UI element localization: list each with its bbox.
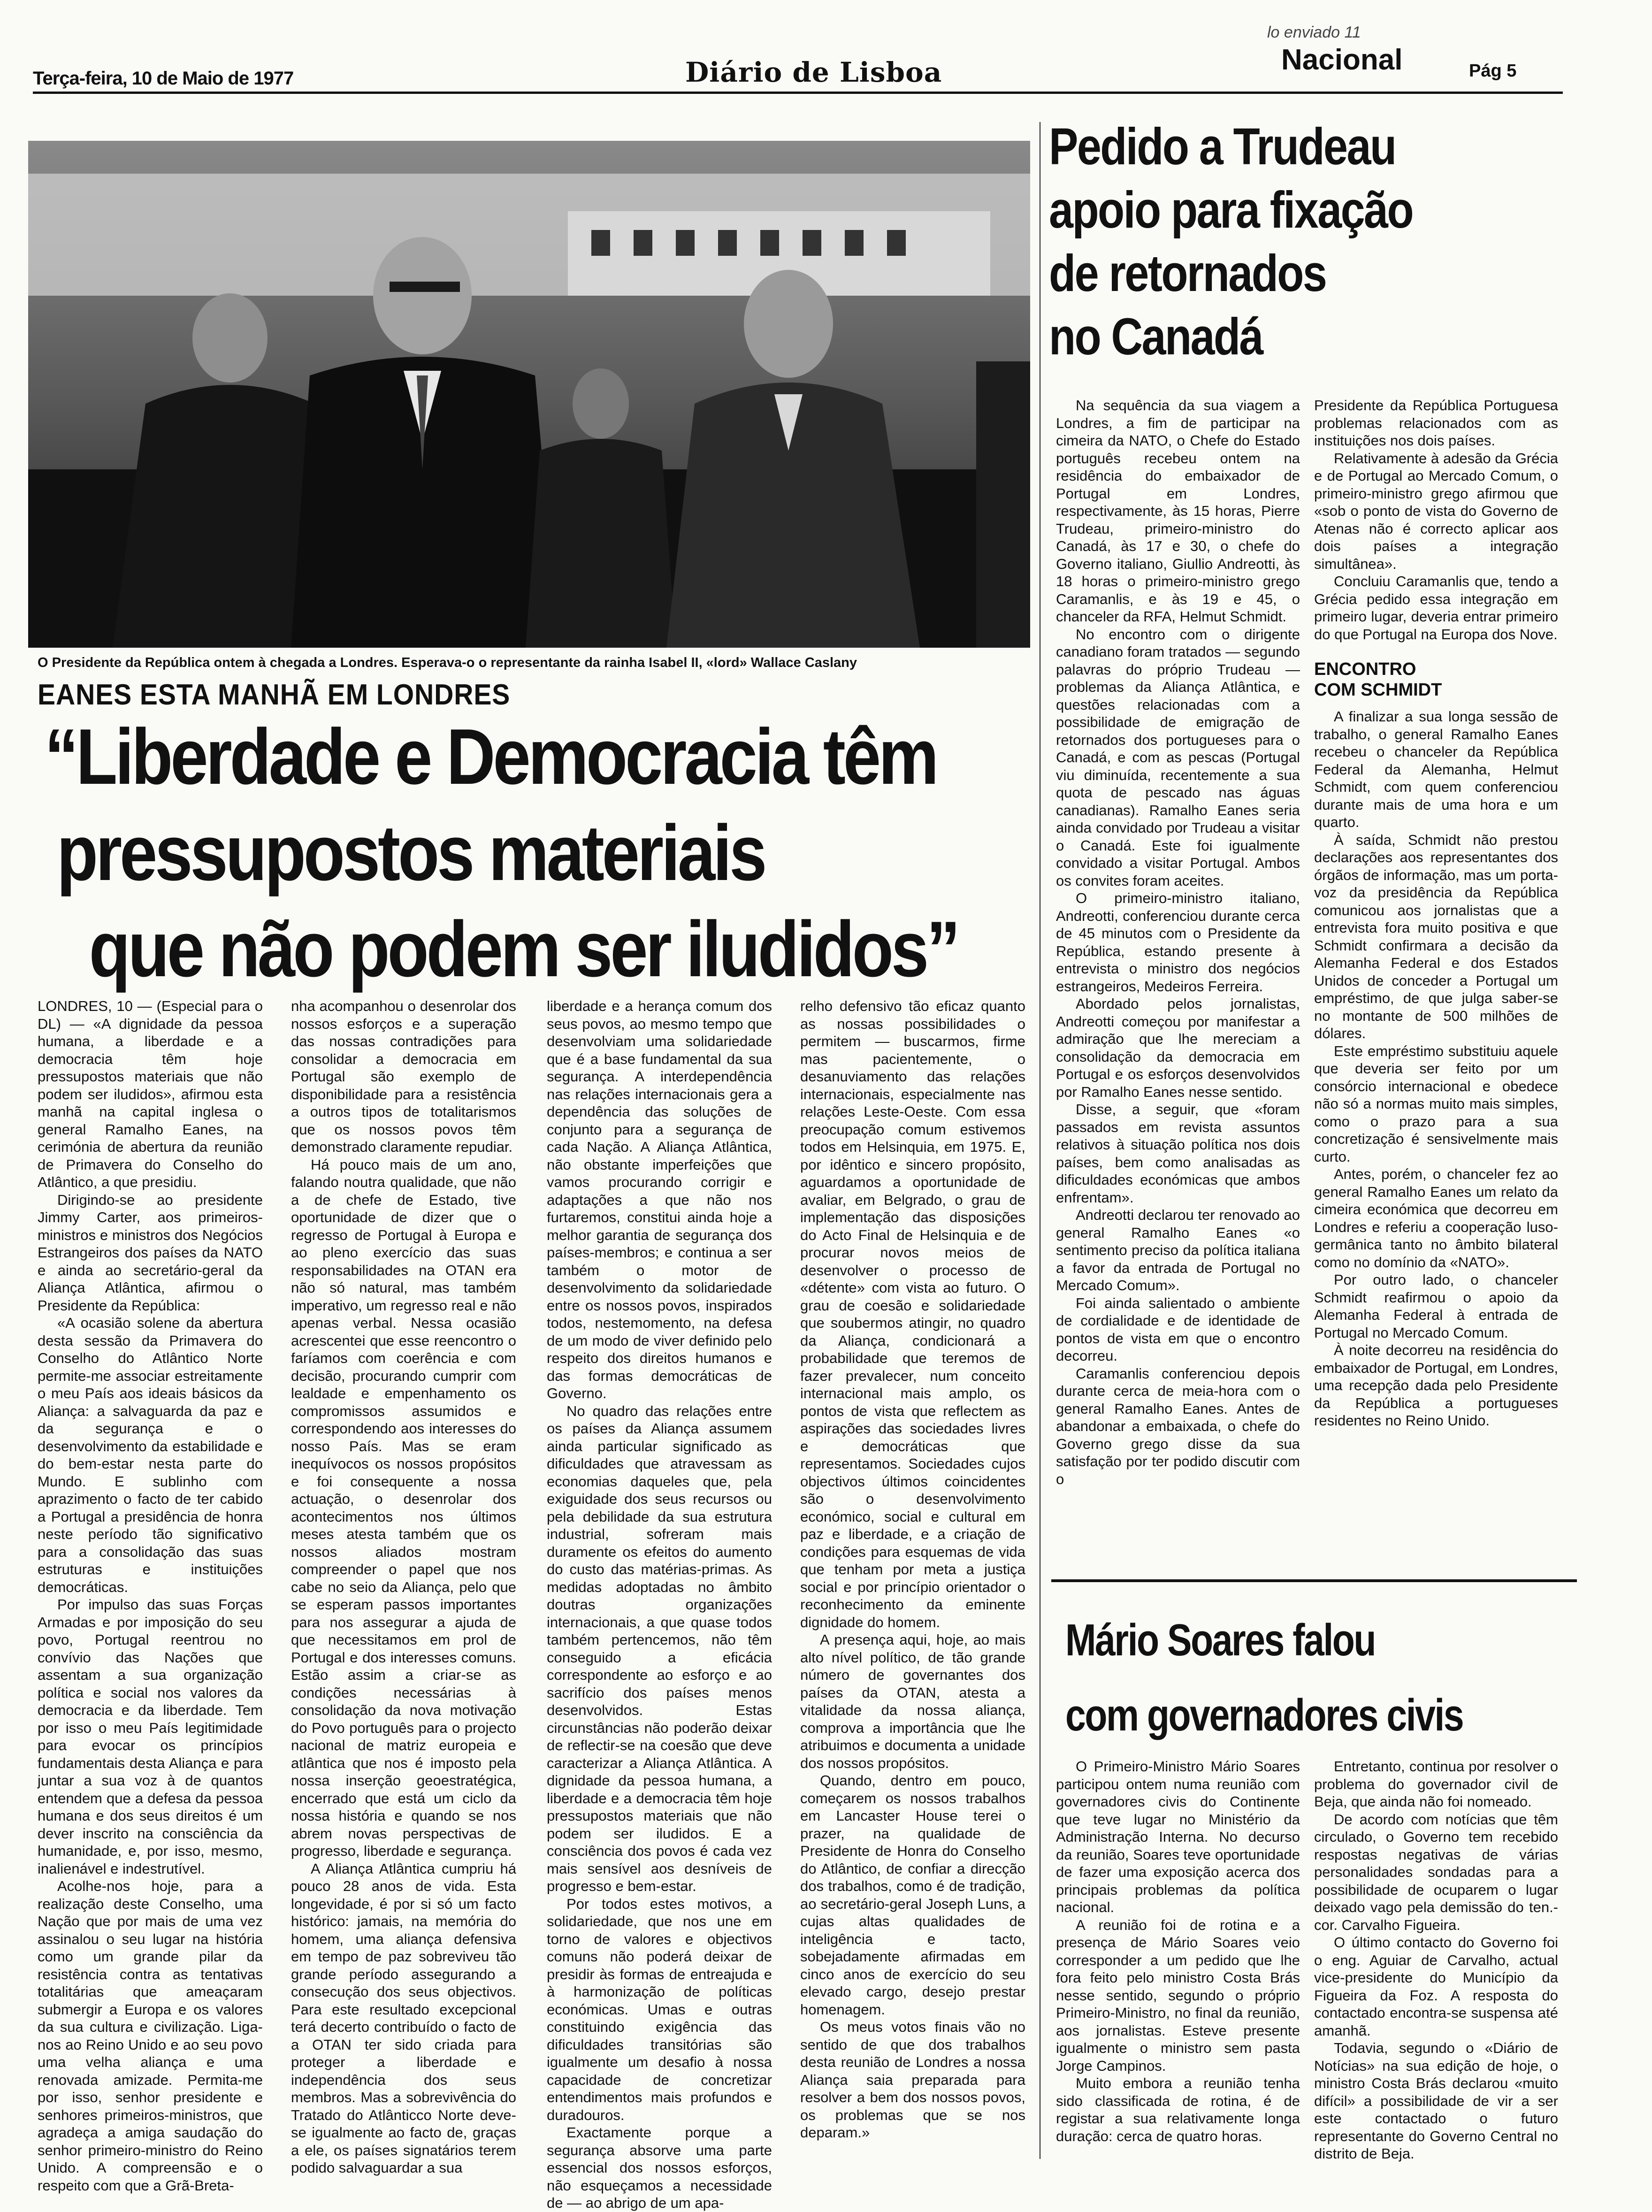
paragraph: Concluiu Caramanlis que, tendo a Grécia pedido essa integração em primeiro lugar, deveria entrar primeiro do que Portugal na Europa dos Nove. — [1314, 573, 1558, 643]
soares-column-1 — [1056, 1758, 1300, 2145]
subhead-schmidt — [1314, 659, 1558, 700]
main-article-column-4 — [800, 997, 1025, 2142]
paragraph: Por todos estes motivos, a solidariedade, que nos une em torno de valores e objectivos comuns não poderá deixar de presidir às formas de entreajuda e à harmonização de políticas económicas. Umas e outras constituindo exigência das dificuldades transitórias são igualmente um desafio à nossa capacidade de concretizar entendimentos mais profundos e duradouros. — [547, 1895, 772, 2123]
paragraph: A reunião foi de rotina e a presença de Mário Soares veio corresponder a um pedido que lhe fora feito pelo ministro Costa Brás nesse sentido, segundo o próprio Primeiro-Ministro, no final da reunião, aos jornalistas. Esteve presente igualmente o ministro sem pasta Jorge Campinos. — [1056, 1916, 1300, 2074]
headline-line: Pedido a Trudeau — [1049, 118, 1396, 176]
photo-caption: O Presidente da República ontem à chegada a Londres. Esperava-o o representante da rainha Isabel II, «lord» Wallace Caslany — [38, 655, 857, 670]
paragraph: Disse, a seguir, que «foram passados em revista assuntos relativos à situação política nos dois países, bem como analisadas as dificuldades económicas que ambos enfrentam». — [1056, 1101, 1300, 1206]
headline-line: de retornados — [1049, 245, 1326, 302]
paragraph: No quadro das relações entre os países da Aliança assumem ainda particular significado as dificuldades que atravessam as economias daqueles que, pela exiguidade dos seus recursos ou pela debilidade da sua estrutura industrial, sofreram mais duramente os efeitos do aumento do custo das matérias-primas. As medidas adoptadas no âmbito doutras organizações internacionais, a que quase todos também pertencemos, não têm conseguido a eficácia correspondente ao esforço e ao sacrifício dos países menos desenvolvidos. Estas circunstâncias não poderão deixar de reflectir-se na coesão que deve caracterizar a Aliança Atlântica. A dignidade da pessoa humana, a liberdade e a democracia têm hoje pressupostos materiais que não podem ser iludidos. E a consciência dos povos é cada vez mais sensível aos desníveis de progresso e bem-estar. — [547, 1402, 772, 1894]
main-article-column-2 — [291, 997, 516, 2177]
section-name: Nacional — [1281, 44, 1403, 76]
paragraph: De acordo com notícias que têm circulado, o Governo tem recebido respostas negativas de várias personalidades sondadas para a possibilidade de ocuparem o lugar deixado vago pela demissão do ten.-cor. Carvalho Figueira. — [1314, 1811, 1558, 1933]
paragraph: Dirigindo-se ao presidente Jimmy Carter, aos primeiros-ministros e ministros dos Negócios Estrangeiros dos países da NATO e ainda ao secretário-geral da Aliança Atlântica, afirmou o Presidente da República: — [38, 1191, 263, 1314]
photo-illustration — [28, 141, 1030, 648]
paragraph: O último contacto do Governo foi o eng. Aguiar de Carvalho, actual vice-presidente do Município da Figueira da Foz. A resposta do contactado encontra-se suspensa até amanhã. — [1314, 1934, 1558, 2039]
paragraph: Exactamente porque a segurança absorve uma parte essencial dos nossos esforços, não esqueçamos a necessidade de — ao abrigo de um apa- — [547, 2124, 772, 2211]
paragraph: Por impulso das suas Forças Armadas e por imposição do seu povo, Portugal reentrou no convívio das Nações que assentam a sua organização política e social nos valores da democracia e da liberdade. Tem por isso o meu País legitimidade para evocar os princípios fundamentais desta Aliança e para juntar a sua voz à de quantos entendem que a defesa da pessoa humana e dos seus direitos é um dever inscrito na consciência da humanidade, e, por isso, mesmo, inalienável e indestrutível. — [38, 1596, 263, 1877]
paragraph: À saída, Schmidt não prestou declarações aos representantes dos órgãos de informação, mas um porta-voz da presidência da República comunicou aos jornalistas que a entrevista fora muito positiva e que Schmidt confirmara a decisão da Alemanha Federal e dos Estados Unidos de conceder a Portugal um empréstimo, de que julga saber-se no montante de 500 milhões de dólares. — [1314, 831, 1558, 1041]
paragraph: Por outro lado, o chanceler Schmidt reafirmou o apoio da Alemanha Federal à entrada de Portugal no Mercado Comum. — [1314, 1271, 1558, 1341]
paragraph: Quando, dentro em pouco, começarem os nossos trabalhos em Lancaster House terei o prazer, na qualidade de Presidente de Honra do Conselho do Atlântico, de confiar a direcção dos trabalhos, como é de tradição, ao secretário-geral Joseph Luns, a cujas altas qualidades de inteligência e tacto, sobejadamente afirmadas em cinco anos de exercício do seu elevado cargo, desejo prestar homenagem. — [800, 1772, 1025, 2018]
paragraph: A presença aqui, hoje, ao mais alto nível político, de tão grande número de governantes dos países da OTAN, atesta a vitalidade da nossa aliança, comprova a importância que lhe atribuimos e documenta a unidade dos nossos propósitos. — [800, 1631, 1025, 1771]
article-kicker: EANES ESTA MANHÃ EM LONDRES — [38, 679, 511, 711]
paragraph: Na sequência da sua viagem a Londres, a fim de participar na cimeira da NATO, o Chefe do Estado português recebeu ontem na residência do embaixador de Portugal em Londres, respectivamente, às 15 horas, Pierre Trudeau, primeiro-ministro do Canadá, às 17 e 30, o chefe do Governo italiano, Giullio Andreotti, às 18 horas o primeiro-ministro grego Caramanlis, e às 19 e 45, o chanceler da RFA, Helmut Schmidt. — [1056, 397, 1300, 625]
soares-column-2 — [1314, 1758, 1558, 2163]
paragraph: relho defensivo tão eficaz quanto as nossas possibilidades o permitem — buscarmos, firme mas pacientemente, o desanuviamento das relações internacionais, especialmente nas relações Leste-Oeste. Com essa preocupação comum estivemos todos em Helsinquia, em 1975. E, por idêntico e sincero propósito, aguardamos a oportunidade de avaliar, em Belgrado, o grau de implementação das disposições do Acto Final de Helsinquia e de procurar novos meios de desenvolver o processo de «détente» com vista ao futuro. O grau de coesão e solidariedade que soubermos atingir, no quadro da Aliança, condicionará a probabilidade que teremos de fazer prevalecer, num conceito internacional mais amplo, os pontos de vista que reflectem as aspirações das sociedades livres e democráticas que representamos. Sociedades cujos objectivos últimos coincidentes são o desenvolvimento económico, social e cultural em paz e liberdade, e a criação de condições para esquemas de vida que tenham por meta a justiça social e por princípio orientador o reconhecimento da eminente dignidade do homem. — [800, 998, 1025, 1630]
paragraph: Foi ainda salientado o ambiente de cordialidade e de identidade de pontos de vista em que o encontro decorreu. — [1056, 1294, 1300, 1364]
trudeau-column-1 — [1056, 397, 1300, 1488]
main-article-column-1 — [38, 997, 263, 2194]
subhead-line: ENCONTRO — [1314, 659, 1416, 679]
paragraph: Acolhe-nos hoje, para a realização deste Conselho, uma Nação que por mais de uma vez assinalou o seu lugar na história como um grande pilar da resistência contra as tentativas totalitárias que ameaçaram submergir a Europa e os valores da sua cultura e civilização. Liga-nos ao Reino Unido e ao seu povo uma velha aliança e uma renovada amizade. Permita-me por isso, senhor presidente e senhores primeiros-ministros, que agradeça a amiga saudação do senhor primeiro-ministro do Reino Unido. A compreensão e o respeito com que a Grã-Breta- — [38, 1878, 263, 2194]
headline-line: “Liberdade e Democracia têm — [45, 712, 937, 801]
page-number: Pág 5 — [1469, 61, 1517, 81]
paragraph: Abordado pelos jornalistas, Andreotti começou por manifestar a admiração que lhe mereciam a consolidação da democracia em Portugal e os esforços desenvolvidos por Ramalho Eanes nesse sentido. — [1056, 995, 1300, 1100]
paragraph: Há pouco mais de um ano, falando noutra qualidade, que não a de chefe de Estado, tive oportunidade de dizer que o regresso de Portugal à Europa e ao pleno exercício das suas responsabilidades na OTAN era não só natural, mas também imperativo, um regresso real e não apenas verbal. Nessa ocasião acrescentei que esse reencontro o faríamos com coerência e com decisão, procurando cumprir com lealdade e empenhamento os compromissos assumidos e correspondendo aos interesses do nosso País. Mas se eram inequívocos os nossos propósitos e foi consequente a nossa actuação, o desenrolar dos acontecimentos nos últimos meses atesta também que os nossos aliados mostram compreender o papel que nos cabe no seio da Aliança, pelo que se esperam passos importantes para nos assegurar a ajuda de que necessitamos em prol de Portugal e dos interesses comuns. Estão assim a criar-se as condições necessárias à consolidação da nova motivação do Povo português para o projecto nacional de matriz europeia e atlântica que nos é imposto pela nossa inserção geoestratégica, encerrado que está um ciclo da nossa história e quando se nos abrem novas perspectivas de progresso, liberdade e segurança. — [291, 1156, 516, 1859]
paragraph: Andreotti declarou ter renovado ao general Ramalho Eanes «o sentimento preciso da política italiana a favor da entrada de Portugal no Mercado Comum». — [1056, 1207, 1300, 1294]
headline-line: que não podem ser iludidos” — [89, 905, 958, 993]
headline-line: com governadores civis — [1065, 1690, 1463, 1740]
paragraph: liberdade e a herança comum dos seus povos, ao mesmo tempo que desenvolviam uma solidariedade que é a base fundamental da sua segurança. A interdependência nas relações internacionais gera a dependência das soluções de conjunto para a segurança de cada Nação. A Aliança Atlântica, não obstante imperfeições que vamos procurando corrigir e adaptações a que não nos furtaremos, constitui ainda hoje a melhor garantia de segurança dos países-membros; e continua a ser também o motor de desenvolvimento da solidariedade entre os nossos povos, inspirados todos, nestemomento, na defesa de um modo de viver definido pelo respeito dos direitos humanos e das formas democráticas de Governo. — [547, 998, 772, 1401]
paragraph: Todavia, segundo o «Diário de Notícias» na sua edição de hoje, o ministro Costa Brás declarou «muito difícil» a possibilidade de vir a ser este contactado o futuro representante do Governo Central no distrito de Beja. — [1314, 2040, 1558, 2162]
paragraph: No encontro com o dirigente canadiano foram tratados — segundo palavras do próprio Trudeau — problemas da Aliança Atlântica, e questões relacionadas com a possibilidade de emigração de retornados dos portugueses para o Canadá, e com as pescas (Portugal viu diminuída, recentemente a sua quota de pescado nas águas canadianas). Ramalho Eanes seria ainda convidado por Trudeau a visitar o Canadá. Este foi igualmente convidado a visitar Portugal. Ambos os convites foram aceites. — [1056, 626, 1300, 889]
section-rule — [1051, 1579, 1577, 1582]
paragraph: «A ocasião solene da abertura desta sessão da Primavera do Conselho do Atlântico Norte permite-me associar estreitamente o meu País aos ideais básicos da Aliança: a salvaguarda da paz e da segurança e o desenvolvimento da estabilidade e do bem-estar nesta parte do Mundo. E sublinho com aprazimento o facto de ter cabido a Portugal a presidência de honra neste período tão significativo para a consolidação das suas estruturas e instituições democráticas. — [38, 1315, 263, 1595]
paragraph: Antes, porém, o chanceler fez ao general Ramalho Eanes um relato da cimeira económica que decorreu em Londres e referiu a cooperação luso-germânica tanto no âmbito bilateral como no domínio da «NATO». — [1314, 1166, 1558, 1271]
headline-line: pressupostos materiais — [56, 809, 765, 897]
headline-line: no Canadá — [1049, 308, 1263, 366]
paragraph: O primeiro-ministro italiano, Andreotti, conferenciou durante cerca de 45 minutos com o Presidente da República, estando presente à entrevista o ministro dos negócios estrangeiros, Medeiros Ferreira. — [1056, 890, 1300, 995]
paragraph: LONDRES, 10 — (Especial para o DL) — «A dignidade da pessoa humana, a liberdade e a democracia têm hoje pressupostos materiais que não podem ser iludidos», afirmou esta manhã na capital inglesa o general Ramalho Eanes, na cerimónia de abertura da reunião de Primavera do Conselho do Atlântico, a que presidiu. — [38, 998, 263, 1190]
trudeau-headline — [1049, 115, 1448, 368]
main-headline — [45, 709, 958, 997]
paragraph: Muito embora a reunião tenha sido classificada de rotina, é de registar a sua relativamente longa duração: cerca de quatro horas. — [1056, 2075, 1300, 2144]
soares-headline — [1065, 1603, 1489, 1753]
paragraph: Relativamente à adesão da Grécia e de Portugal ao Mercado Comum, o primeiro-ministro grego afirmou que «sob o ponto de vista do Governo de Atenas não é correcto aplicar aos dois países a integração simultânea». — [1314, 450, 1558, 572]
paragraph: Caramanlis conferenciou depois durante cerca de meia-hora com o general Ramalho Eanes. Antes de abandonar a embaixada, o chefe do Governo grego disse da sua satisfação por ter podido discutir com o — [1056, 1365, 1300, 1487]
trudeau-column-2 — [1314, 397, 1558, 1430]
masthead-rule — [33, 92, 1563, 94]
paragraph: Este empréstimo substituiu aquele que deveria ser feito por um consórcio internacional e obedece não só a normas muito mais simples, como o prazo para a sua concretização é sensivelmente mais curto. — [1314, 1042, 1558, 1165]
subhead-line: COM SCHMIDT — [1314, 680, 1442, 700]
issue-date: Terça-feira, 10 de Maio de 1977 — [33, 68, 294, 89]
paragraph: Os meus votos finais vão no sentido de que dos trabalhos desta reunião de Londres a nossa Aliança saia preparada para resolver a bem dos nossos povos, os problemas que se nos deparam.» — [800, 2019, 1025, 2141]
newspaper-name: Diário de Lisboa — [685, 56, 942, 88]
paragraph: Entretanto, continua por resolver o problema do governador civil de Beja, que ainda não foi nomeado. — [1314, 1758, 1558, 1810]
paragraph: O Primeiro-Ministro Mário Soares participou ontem numa reunião com governadores civis do Continente que teve lugar no Ministério da Administração Interna. No decurso da reunião, Soares teve oportunidade de fazer uma exposição acerca dos principais problemas da política nacional. — [1056, 1758, 1300, 1915]
handwritten-note: lo enviado 11 — [1267, 23, 1361, 41]
headline-line: Mário Soares falou — [1065, 1615, 1376, 1665]
news-photo — [28, 141, 1030, 648]
paragraph: A Aliança Atlântica cumpriu há pouco 28 anos de vida. Esta longevidade, é por si só um facto histórico: jamais, na memória do homem, uma aliança defensiva em tempo de paz sobreviveu tão grande período assegurando a consecução dos seus objectivos. Para este resultado excepcional terá decerto contribuído o facto de a OTAN ter sido criada para proteger a liberdade e independência dos seus membros. Mas a sobrevivência do Tratado do Atlânticco Norte deve-se igualmente ao facto de, graças a ele, os países signatários terem podido salvaguardar a sua — [291, 1860, 516, 2176]
paragraph: nha acompanhou o desenrolar dos nossos esforços e a superação das nossas contradições para consolidar a democracia em Portugal são exemplo de disponibilidade para a resistência a outros tipos de totalitarismos que os nossos povos têm demonstrado claramente repudiar. — [291, 998, 516, 1155]
headline-line: apoio para fixação — [1049, 181, 1413, 239]
paragraph: Presidente da República Portuguesa problemas relacionados com as instituições nos dois países. — [1314, 397, 1558, 449]
paragraph: À noite decorreu na residência do embaixador de Portugal, em Londres, uma recepção dada pelo Presidente da República a portugueses residentes no Reino Unido. — [1314, 1342, 1558, 1429]
main-article-column-3 — [547, 997, 772, 2212]
paragraph: A finalizar a sua longa sessão de trabalho, o general Ramalho Eanes recebeu o chanceler da República Federal da Alemanha, Helmut Schmidt, com quem conferenciou durante mais de uma hora e um quarto. — [1314, 708, 1558, 830]
